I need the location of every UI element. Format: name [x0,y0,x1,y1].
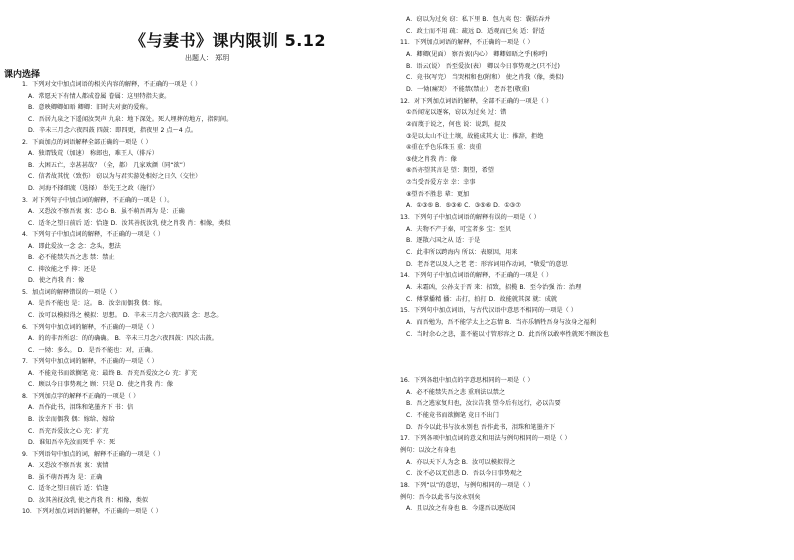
question-line: D．辛未三月念六夜四鼓 四鼓：即四更，指夜里 2 点～4 点。 [28,127,198,135]
question-line: 7．下列句中加点词的解释，不正确的一项是（ ） [22,358,158,366]
question-line: A．的的非吾所忍：的的确确。 B．辛未三月念六夜四鼓：四次击鼓。 [28,335,218,343]
question-line: C．竟书(写完） 当哭相和也(附和） 使之肖我（像，类似) [406,74,564,82]
question-setter: 出题人： 郑玥 [185,54,230,62]
question-line: C．傅掌播精 播：击打，拍打 D．故能就其深 就：成就 [406,295,558,303]
question-line: C．一恸：多么。 D．是吾不能也：对，正确。 [28,346,157,354]
question-line: ⑦当受吾爱方幸 幸：幸事 [406,179,476,187]
question-line: ①吾闻宠以逐客，窃以为过矣 过：错 [406,109,507,117]
question-line: B．逐散六国之从 适：于是 [406,237,481,245]
question-line: D．吾今以此书与汝永别也 吾作此书，泪珠和笔墨齐下 [406,423,556,431]
question-line: A．吾作此书，泪珠和笔墨齐下 书：信 [28,404,134,412]
question-line: C．此非所以跨海内 所以：表原因，用来 [406,249,518,256]
question-line: C．政士而不用 疏：疏远 D．适观而已矣 适：舒适 [406,27,545,35]
question-line: B．汝幸而偶我 偶：嫁给、嫁给 [28,415,115,423]
question-line: C．吾充吾爱汝之心 充：扩充 [28,427,109,435]
question-line: 2．下面加点的词语解释全部正确的一项是（ ） [22,138,152,146]
question-line: 6．下列句中加点词的解释，不正确的一项是（ ） [22,323,158,331]
question-line: A．窃以为过矣 窃：私下里 B．包九夷 包：囊括吞并 [406,16,551,23]
question-line: ④重在乎色乐珠玉 重：贵重 [406,144,482,152]
question-line: C．顾以今日事势观之 顾：只是 D．使之肖我 肖：像 [28,381,173,389]
question-line: 例句：以汝之有身也 [400,447,456,455]
question-line: D．使之肖我 肖：像 [28,277,85,285]
question-line: 16．下列各组中加点的字意思相同的一项是（ ） [400,377,534,385]
question-line: B．虽不萌吾再为 是：正确 [28,473,103,481]
question-line: A．不能竟书而欲搁笔 竟：最终 B．吾充吾爱汝之心 充：扩充 [28,369,198,377]
question-line: A．必不能禁失吾之悲 重刑法以禁之 [406,388,506,396]
question-line: 14．下列句子中加点词语的解释，不正确的一项是（ ） [400,272,553,280]
question-line: C．信者故其忧（致伤） 窃以为与君实游处相好之日久（交往） [28,173,202,181]
question-line: D．一恸(痛哭） 不能禁(禁止） 老吾老(敬重) [406,85,530,93]
question-line: A．亦以天下人为念 B．汝可以模拟得之 [406,458,516,466]
question-line: ②而蔑于说之，何也 说：说到，提及 [406,120,507,128]
question-line: 5．加点词的解释错误的一项是（ ） [22,288,121,296]
question-line: 11．下列加点词语的解释，不正确的一项是（ ） [400,39,534,47]
question-line: C．抑汝能之乎 抑：还是 [28,265,97,273]
question-line: A．独谓钱荒（加速） 称郎也，难王人（排斥） [28,150,158,158]
question-line: 例句：吾今以此书与汝永别矣 [400,493,481,501]
question-line: 13．下列句子中加点词语的解释有误的一项是（ ） [400,214,540,222]
question-line: 9．下列语句中加点的词，解释不正确的一项是（ ） [22,450,165,458]
question-line: ③是以太山不让土壤，故能成其大 让：推辞，拒绝 [406,132,544,140]
question-line: B．语云(说） 吾至爱汝(表） 卿以今日事势观之(只不过) [406,62,560,70]
question-line: 17．下列各项中加点词的意义和用法与例句相同的一项是（ ） [400,435,571,443]
question-line: ⑤使之肖我 肖：像 [406,155,457,163]
question-line: 18．下列“以”的意思，与例句相同的一项是（ ） [400,482,534,489]
question-line: 10．下列对加点词语的解释，不正确的一项是（ ） [22,508,162,516]
question-line: D．汝其善抚汝乳 使之肖我 肖：相像，类似 [28,496,149,504]
question-line: C．吾居九泉之下遥闻汝哭声 九泉：地下深处。死人埋葬的地方，指阴间。 [28,115,233,123]
question-line: B．大困五亡，幸甚甚哉？（全，都） 几家欢颜（同“欲”） [28,161,190,169]
question-line: A．夫物不产于秦，可宝者多 宝：至贝 [406,225,512,233]
question-line: 8．下列加点字的解释不正确的一项是（ ） [22,392,140,400]
question-line: 15．下列句中加点词语，与古代汉语中意思不相同的一项是（ ） [400,307,577,315]
question-line: D．谁知吾卒先汝而死乎 卒：死 [28,439,116,447]
question-line: 4．下列句子中加点词的解释，不正确的一项是（ ） [22,231,165,239]
question-line: A．常愿天下有情人都成眷属 眷属：这里特指夫妻。 [28,92,171,100]
question-line: A．未霜凶，公孙支于晋 来：招致，招揽 B．至今治强 治：治理 [406,283,582,291]
question-line: D．老吾老以及人之老 老：形容词用作动词，“敬爱”的意思 [406,260,568,268]
question-line: A．又恐汝不察吾衷 衷：衷情 [28,462,109,470]
question-line: C．汝可以模拟得之 模拟：思想。 D．辛未三月念六夜四鼓 念：思念。 [28,312,223,319]
question-line: 3．对下列句子中加点词的解释，不正确的一项是（ ）。 [22,196,174,204]
question-line: C．当时余心之悲，盖不能以寸管形容之 D．此吾所以敢率性就死不顾汝也 [406,330,609,338]
question-line: A．又恐汝不察吾衷 衷：忠心 B．虽不萌吾再为 是：正确 [28,208,185,216]
question-line: C．适冬之望日前后 适：恰逢 D．汝其善抚汝乳 使之肖我 肖：相像，类似 [28,219,231,227]
question-line: C．适冬之望日前后 适：恰逢 [28,485,109,493]
question-line: C．不能竟书而欲搁笔 竟日不出门 [406,412,499,420]
question-line: D．河海不择细流（选择） 举先王之政（施行） [28,184,159,192]
question-line: A．即此爱汝一念 念：念头，想法 [28,242,121,250]
question-line: B．意映卿卿如晤 卿卿：旧时夫对妻的爱称。 [28,104,152,112]
question-line: 12．对下列加点词语的解释，全部不正确的一项是（ ） [400,97,553,105]
question-line: A．且以汝之有身也 B．今遂吾以逐故国 [406,505,516,513]
question-line: B．吾之逃家复归也，汝泣告我 望今后有远行，必以告要 [406,400,561,408]
question-line: A．①③⑤ B．⑤③⑥ C．③⑤⑥ D．①③⑦ [406,202,521,210]
question-line: 1．下列对文中加点词语的相关内容的解释，不正确的一项是（ ） [22,81,202,88]
question-line: A．是吾不能也 是：这。 B．汝幸而偶我 偶：嫁。 [28,300,167,308]
question-line: A．而吾勉为，吾不能学太上之忘情 B．当亦乐牺牲吾身与汝身之福利 [406,318,596,326]
question-line: B．必不能禁失吾之悲 禁：禁止 [28,254,115,262]
document-title: 《与妻书》课内限训 5.12 [130,31,327,50]
question-line: C．汝不必以无侣悲 D．吾以今日事势观之 [406,470,523,478]
question-line: ⑧望吾不胜悲 辈：更加 [406,190,470,198]
question-line: ⑥吾亦望其言是 望：期望，希望 [406,167,494,175]
question-line: A．卿卿(见面） 察吾衷(内心） 卿卿如晤之乎(称呼) [406,50,548,58]
section-heading: 课内选择 [4,70,41,80]
